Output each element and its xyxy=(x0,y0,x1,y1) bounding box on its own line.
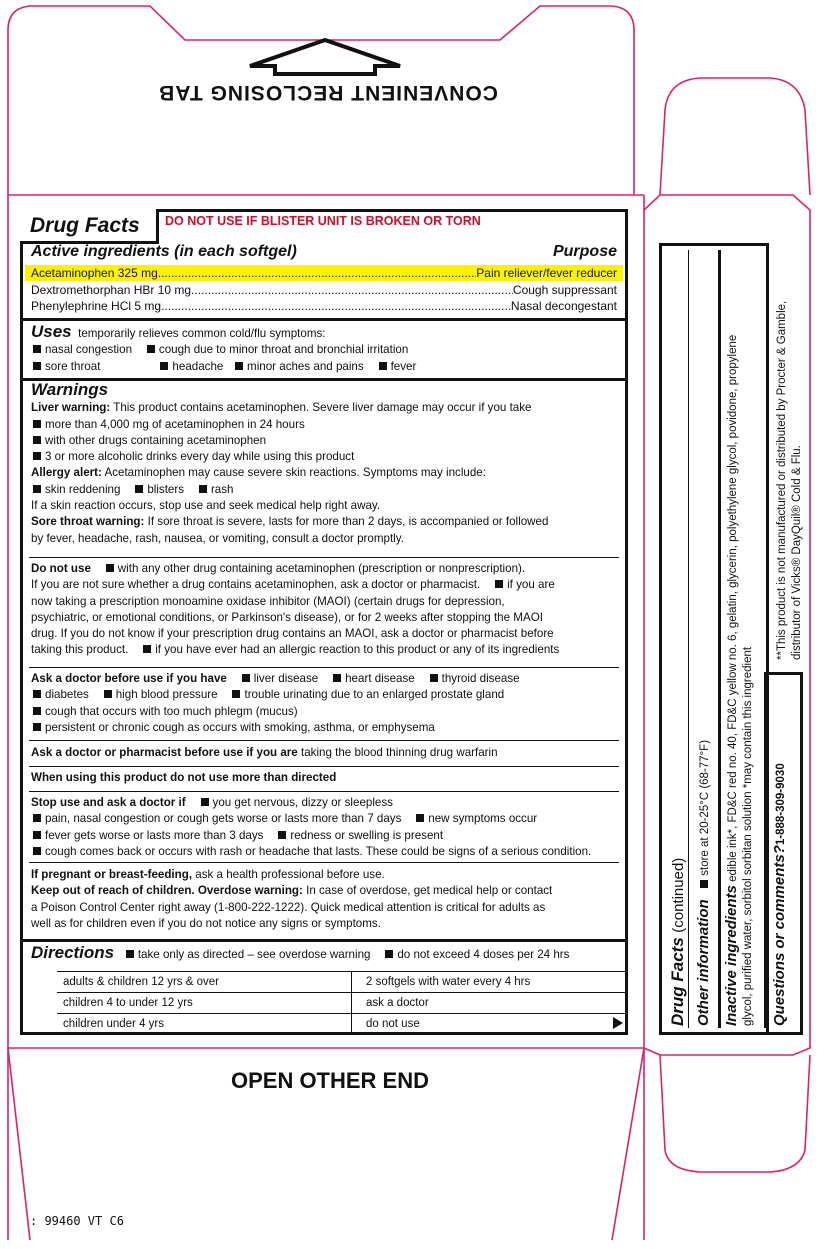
do-not-use-section: Do not use with any other drug containing acetaminophen (prescription or nonprescription). If you are not sure whether a drug contains acetaminophen, ask a doctor or pharmacist. if you are now taking a prescription monoamine oxidase inhibitor (MAOI) (certain drugs for depression, psychiatric, or emotional conditions, or Parkinson's disease), or for 2 weeks after stopping the MAOI drug. If you do not know if your prescription drug contains an MAOI, ask a doctor or pharmacist before taking this product. if you have ever had an allergic reaction to this product or any of its ingredients xyxy=(31,562,560,657)
drug-facts-title: Drug Facts xyxy=(30,214,140,237)
active-ingredients-header: Active ingredients (in each softgel) Purpose xyxy=(31,243,617,260)
ask-doctor-section: Ask a doctor before use if you have liver disease heart disease thyroid disease diabetes high blood pressure trouble urinating due to an enlarged prostate gland cough that occurs with too much phlegm (mucus) persistent or chronic cough as occurs with smoking, asthma, or emphysema xyxy=(31,672,520,734)
reclose-arrow-icon xyxy=(245,36,405,76)
disclaimer: **This product is not manufactured or distributed by Procter & Gamble, distributor of Vicks® DayQuil® Cold & Flu. xyxy=(776,300,803,660)
directions-table xyxy=(57,971,625,1035)
ingredient-row: Phenylephrine HCl 5 mg ..... Nasal decongestant xyxy=(31,298,617,314)
blister-warning: DO NOT USE IF BLISTER UNIT IS BROKEN OR TORN xyxy=(165,214,481,228)
stop-use-section: Stop use and ask a doctor if you get nervous, dizzy or sleepless pain, nasal congestion or cough gets worse or lasts more than 7 days new symptoms occur fever gets worse or lasts more than 3 days redness or swelling is present cough comes back or occurs with rash or headache that lasts. These could be signs of a serious condition. xyxy=(31,796,592,858)
continue-arrow-icon xyxy=(613,1017,623,1029)
uses-section: Uses temporarily relieves common cold/flu symptoms: nasal congestion cough due to minor throat and bronchial irritation sore throat headache minor aches and pains fever xyxy=(31,322,417,373)
pregnancy-overdose-section: If pregnant or breast-feeding, ask a health professional before use. Keep out of reach of children. Overdose warning: In case of overdose, get medical help or contact a Poison Control Center right away (1-800-222-1222). Quick medical attention is critical for adults as well as for children even if you do not notice any signs or symptoms. xyxy=(31,868,553,930)
continued-title: Drug Facts (continued) xyxy=(668,857,687,1026)
drug-facts-continued-panel xyxy=(659,243,788,1035)
ingredient-row: Dextromethorphan HBr 10 mg ..... Cough suppressant xyxy=(31,282,617,298)
warnings-section: Warnings Liver warning: This product contains acetaminophen. Severe liver damage may occur if you take more than 4,000 mg of acetaminophen in 24 hours with other drugs containing acetaminophen 3 or more alcoholic drinks every day while using this product Allergy alert: Acetaminophen may cause severe skin reactions. Symptoms may include: skin reddening blisters rash If a skin reaction occurs, stop use and seek medical help right away. Sore throat warning: If sore throat is severe, lasts for more than 2 days, is accompanied or followed by fever, headache, rash, nausea, or vomiting, consult a doctor promptly. xyxy=(31,380,549,545)
table-row: children 4 to under 12 yrs ask a doctor xyxy=(57,993,625,1014)
directions-section: Directions take only as directed – see overdose warning do not exceed 4 doses per 24 hrs xyxy=(31,943,570,962)
ingredient-row: Acetaminophen 325 mg ..... Pain reliever/fever reducer xyxy=(25,265,623,281)
open-other-end-label: OPEN OTHER END xyxy=(230,1068,430,1093)
questions-box xyxy=(768,672,803,1035)
when-using-section: When using this product do not use more than directed xyxy=(31,771,337,784)
other-information: Other information store at 20-25°C (68-77°F) xyxy=(695,739,712,1026)
questions-comments: Questions or comments?1-888-309-9030 xyxy=(771,763,788,1026)
reclosing-tab-label: CONVENIENT RECLOSING TAB xyxy=(158,81,498,104)
table-row: children under 4 yrs do not use xyxy=(57,1014,625,1035)
drug-facts-tab xyxy=(20,209,159,244)
inactive-ingredients: Inactive ingredients edible ink*, FD&C red no. 40, FD&C yellow no. 6, gelatin, glycerin, polyethylene glycol, povidone, propylene glycol, purified water, sorbitol sorbitan solution *may contain this ingredient xyxy=(723,334,754,1026)
table-row: adults & children 12 yrs & over 2 softgels with water every 4 hrs xyxy=(57,972,625,993)
carton-code: : 99460 VT C6 xyxy=(30,1214,124,1228)
ask-pharmacist-section: Ask a doctor or pharmacist before use if you are taking the blood thinning drug warfarin xyxy=(31,746,498,759)
drug-facts-panel xyxy=(20,209,628,1035)
